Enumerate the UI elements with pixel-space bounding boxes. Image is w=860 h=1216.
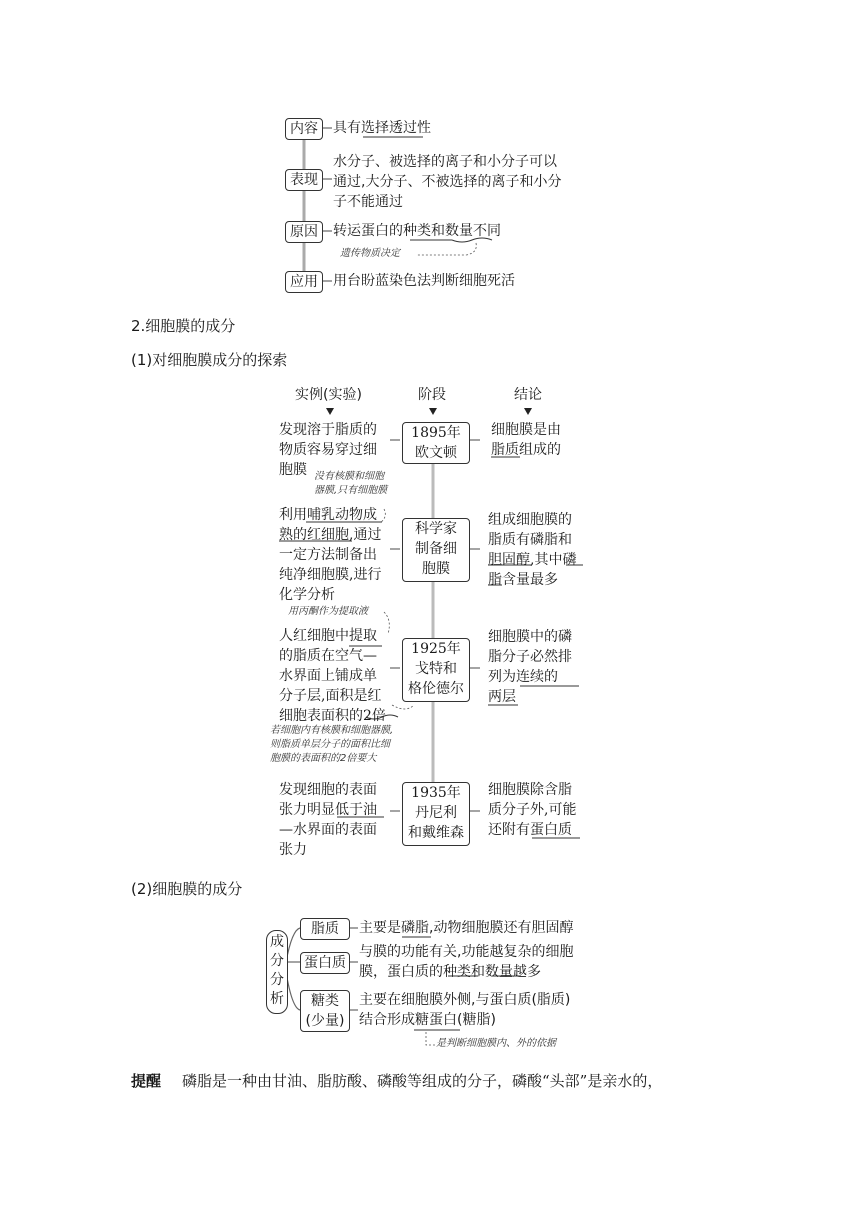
application-text: 用台盼蓝染色法判断细胞死活	[333, 273, 515, 289]
stage-prepare: 科学家 制备细 胞膜	[402, 518, 470, 582]
conclusion-1925: 细胞膜中的磷 脂分子必然排 列为连续的 两层	[488, 629, 572, 705]
composition-root: 成 分 分 析	[266, 930, 288, 1014]
handwritten-note-acetone: 用丙酮作为提取液	[288, 606, 368, 617]
section-2-title: 2.细胞膜的成分	[131, 317, 236, 335]
label-protein: 蛋白质	[300, 952, 350, 974]
header-stage: 阶段	[418, 387, 446, 403]
stage-1895: 1895年 欧文顿	[402, 422, 470, 464]
conclusion-1935: 细胞膜除含脂 质分子外,可能 还附有蛋白质	[488, 782, 577, 838]
stage-1935: 1935年 丹尼利 和戴维森	[402, 782, 470, 846]
label-reason: 原因	[285, 221, 323, 243]
header-conclusion: 结论	[514, 387, 542, 403]
label-performance: 表现	[285, 169, 323, 191]
label-lipid: 脂质	[300, 918, 350, 940]
example-1925: 人红细胞中提取 的脂质在空气— 水界面上铺成单 分子层,面积是红 细胞表面积的2倍	[279, 628, 386, 724]
handwritten-note-double-area: 若细胞内有核膜和细胞器膜, 则脂质单层分子的面积比细 胞膜的表面积的2倍要大	[270, 725, 394, 764]
example-prepare: 利用哺乳动物成 熟的红细胞,通过 一定方法制备出 纯净细胞膜,进行 化学分析	[279, 507, 382, 603]
lipid-text: 主要是磷脂,动物细胞膜还有胆固醇	[359, 920, 574, 936]
example-1935: 发现细胞的表面 张力明显低于油 —水界面的表面 张力	[279, 782, 377, 858]
header-example: 实例(实验)	[295, 387, 362, 403]
conclusion-1895: 细胞膜是由 脂质组成的	[491, 422, 561, 458]
conclusion-prepare: 组成细胞膜的 脂质有磷脂和 胆固醇,其中磷 脂含量最多	[488, 512, 577, 588]
label-content: 内容	[285, 118, 323, 140]
reason-text: 转运蛋白的种类和数量不同	[333, 223, 501, 239]
reminder-label: 提醒	[131, 1072, 162, 1090]
stage-1925: 1925年 戈特和 格伦德尔	[402, 638, 470, 702]
handwritten-note-glycoprotein: 是判断细胞膜内、外的依据	[436, 1038, 556, 1049]
label-sugar: 糖类 (少量)	[300, 990, 350, 1032]
content-text: 具有选择透过性	[333, 120, 431, 136]
handwritten-note-genetic: 遗传物质决定	[340, 248, 400, 259]
section-2-1-title: (1)对细胞膜成分的探索	[131, 351, 288, 369]
label-application: 应用	[285, 271, 323, 293]
example-1895: 发现溶于脂质的 物质容易穿过细 胞膜	[279, 422, 377, 478]
sugar-text: 主要在细胞膜外侧,与蛋白质(脂质) 结合形成糖蛋白(糖脂)	[359, 992, 571, 1028]
section-2-2-title: (2)细胞膜的成分	[131, 880, 243, 898]
protein-text: 与膜的功能有关,功能越复杂的细胞 膜，蛋白质的种类和数量越多	[359, 944, 574, 980]
reminder-text: 磷脂是一种由甘油、脂肪酸、磷酸等组成的分子，磷酸“头部”是亲水的，	[182, 1072, 663, 1090]
performance-text: 水分子、被选择的离子和小分子可以 通过,大分子、不被选择的离子和小分 子不能通过	[333, 154, 562, 210]
handwritten-note-no-nucleus: 没有核膜和细胞 器膜,只有细胞膜	[314, 471, 388, 496]
